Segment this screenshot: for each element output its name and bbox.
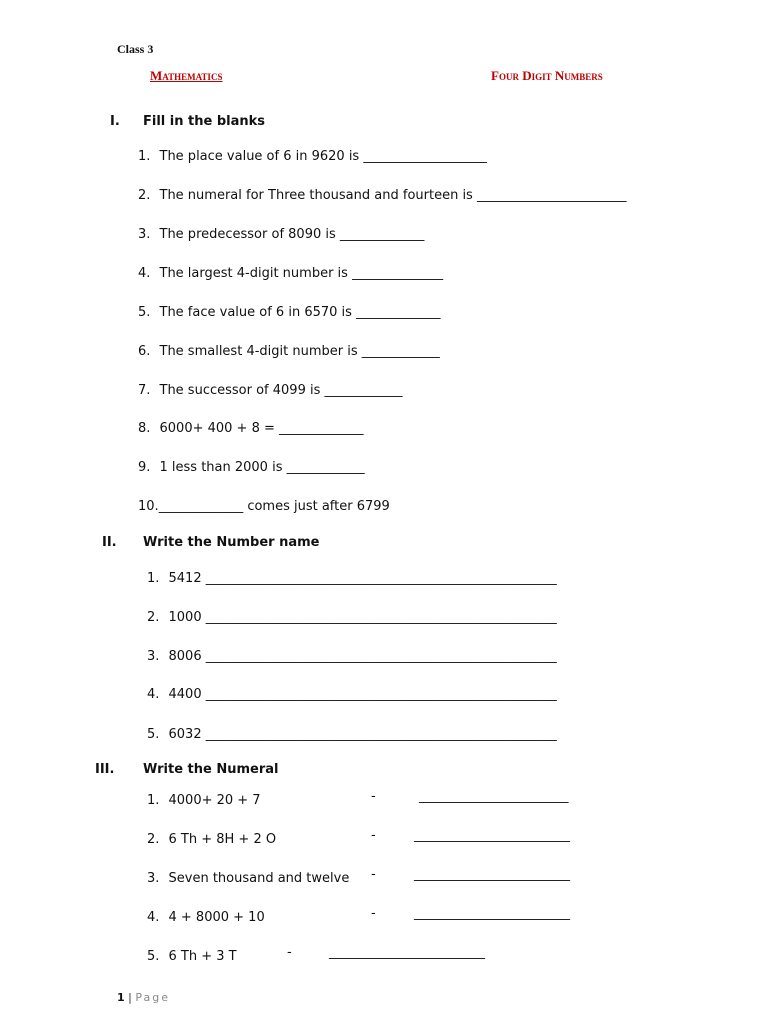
item-text: The place value of 6 in 9620 is ___________________ — [159, 149, 487, 164]
item-text: The successor of 4099 is ____________ — [159, 383, 403, 398]
item-number: 2. — [138, 188, 151, 203]
fill-item-7 — [138, 379, 403, 398]
class-label: Class 3 — [117, 42, 154, 56]
item-text: 6 Th + 3 T — [168, 949, 237, 964]
item-number: 3. — [147, 649, 160, 664]
item-text: 4 + 8000 + 10 — [168, 910, 265, 925]
numeral-dash-1: - — [371, 789, 376, 804]
fill-item-2 — [138, 184, 626, 203]
footer-separator: | — [128, 991, 132, 1004]
fill-item-9 — [138, 456, 365, 475]
numeral-item-5 — [147, 945, 237, 964]
numeral-item-3 — [147, 867, 349, 886]
item-text: The face value of 6 in 6570 is _____________ — [159, 305, 441, 320]
item-number: 2. — [147, 832, 160, 847]
fill-item-3 — [138, 223, 424, 242]
numeral-item-1 — [147, 789, 261, 808]
section-1-numeral: I. — [110, 114, 120, 129]
fill-item-8 — [138, 417, 364, 436]
page-footer — [117, 991, 170, 1004]
item-number: 10. — [138, 499, 159, 514]
section-2-title: Write the Number name — [143, 535, 320, 550]
subject-title: Mathematics — [150, 68, 223, 83]
item-text: _____________ comes just after 6799 — [158, 499, 390, 514]
item-text: 6 Th + 8H + 2 O — [168, 832, 277, 847]
item-text: 1 less than 2000 is ____________ — [159, 460, 365, 475]
number-name-item-2 — [147, 606, 557, 625]
number-name-item-5 — [147, 723, 557, 742]
numeral-blank-2: ________________________ — [414, 828, 570, 843]
item-text: Seven thousand and twelve — [168, 871, 350, 886]
section-3-title: Write the Numeral — [143, 762, 279, 777]
fill-item-5 — [138, 301, 441, 320]
fill-item-10 — [138, 495, 390, 514]
numeral-dash-3: - — [371, 867, 376, 882]
item-text: 5412 ______________________________________________________ — [168, 571, 557, 586]
item-number: 4. — [138, 266, 151, 281]
item-text: The numeral for Three thousand and fourteen is _______________________ — [159, 188, 627, 203]
section-3-numeral: III. — [95, 762, 115, 777]
item-number: 8. — [138, 421, 151, 436]
item-number: 9. — [138, 460, 151, 475]
numeral-blank-1: _______________________ — [419, 789, 569, 804]
item-number: 2. — [147, 610, 160, 625]
numeral-dash-5: - — [287, 945, 292, 960]
item-number: 1. — [147, 571, 160, 586]
item-number: 4. — [147, 687, 160, 702]
item-text: 4400 ______________________________________________________ — [168, 687, 557, 702]
item-number: 1. — [147, 793, 160, 808]
item-number: 3. — [138, 227, 151, 242]
item-text: 8006 ______________________________________________________ — [168, 649, 557, 664]
item-number: 4. — [147, 910, 160, 925]
topic-title: Four Digit Numbers — [491, 68, 603, 83]
item-text: 1000 ______________________________________________________ — [168, 610, 557, 625]
item-number: 3. — [147, 871, 160, 886]
section-1-title: Fill in the blanks — [143, 114, 265, 129]
numeral-item-2 — [147, 828, 276, 847]
section-2-numeral: II. — [102, 535, 117, 550]
page-number: 1 — [117, 991, 125, 1004]
numeral-blank-4: ________________________ — [414, 906, 570, 921]
page-word: Page — [135, 991, 171, 1004]
number-name-item-4 — [147, 683, 557, 702]
item-number: 7. — [138, 383, 151, 398]
numeral-dash-2: - — [371, 828, 376, 843]
item-text: 6032 ______________________________________________________ — [168, 727, 557, 742]
item-text: The smallest 4-digit number is ____________ — [159, 344, 440, 359]
item-number: 6. — [138, 344, 151, 359]
item-number: 5. — [147, 949, 160, 964]
fill-item-1 — [138, 145, 487, 164]
item-number: 1. — [138, 149, 151, 164]
item-text: The predecessor of 8090 is _____________ — [159, 227, 425, 242]
item-text: 4000+ 20 + 7 — [168, 793, 261, 808]
numeral-item-4 — [147, 906, 265, 925]
numeral-blank-3: ________________________ — [414, 867, 570, 882]
numeral-blank-5: ________________________ — [329, 945, 485, 960]
item-number: 5. — [138, 305, 151, 320]
number-name-item-3 — [147, 645, 557, 664]
fill-item-4 — [138, 262, 443, 281]
fill-item-6 — [138, 340, 440, 359]
number-name-item-1 — [147, 567, 557, 586]
item-text: The largest 4-digit number is ______________ — [159, 266, 444, 281]
item-number: 5. — [147, 727, 160, 742]
item-text: 6000+ 400 + 8 = _____________ — [159, 421, 364, 436]
numeral-dash-4: - — [371, 906, 376, 921]
